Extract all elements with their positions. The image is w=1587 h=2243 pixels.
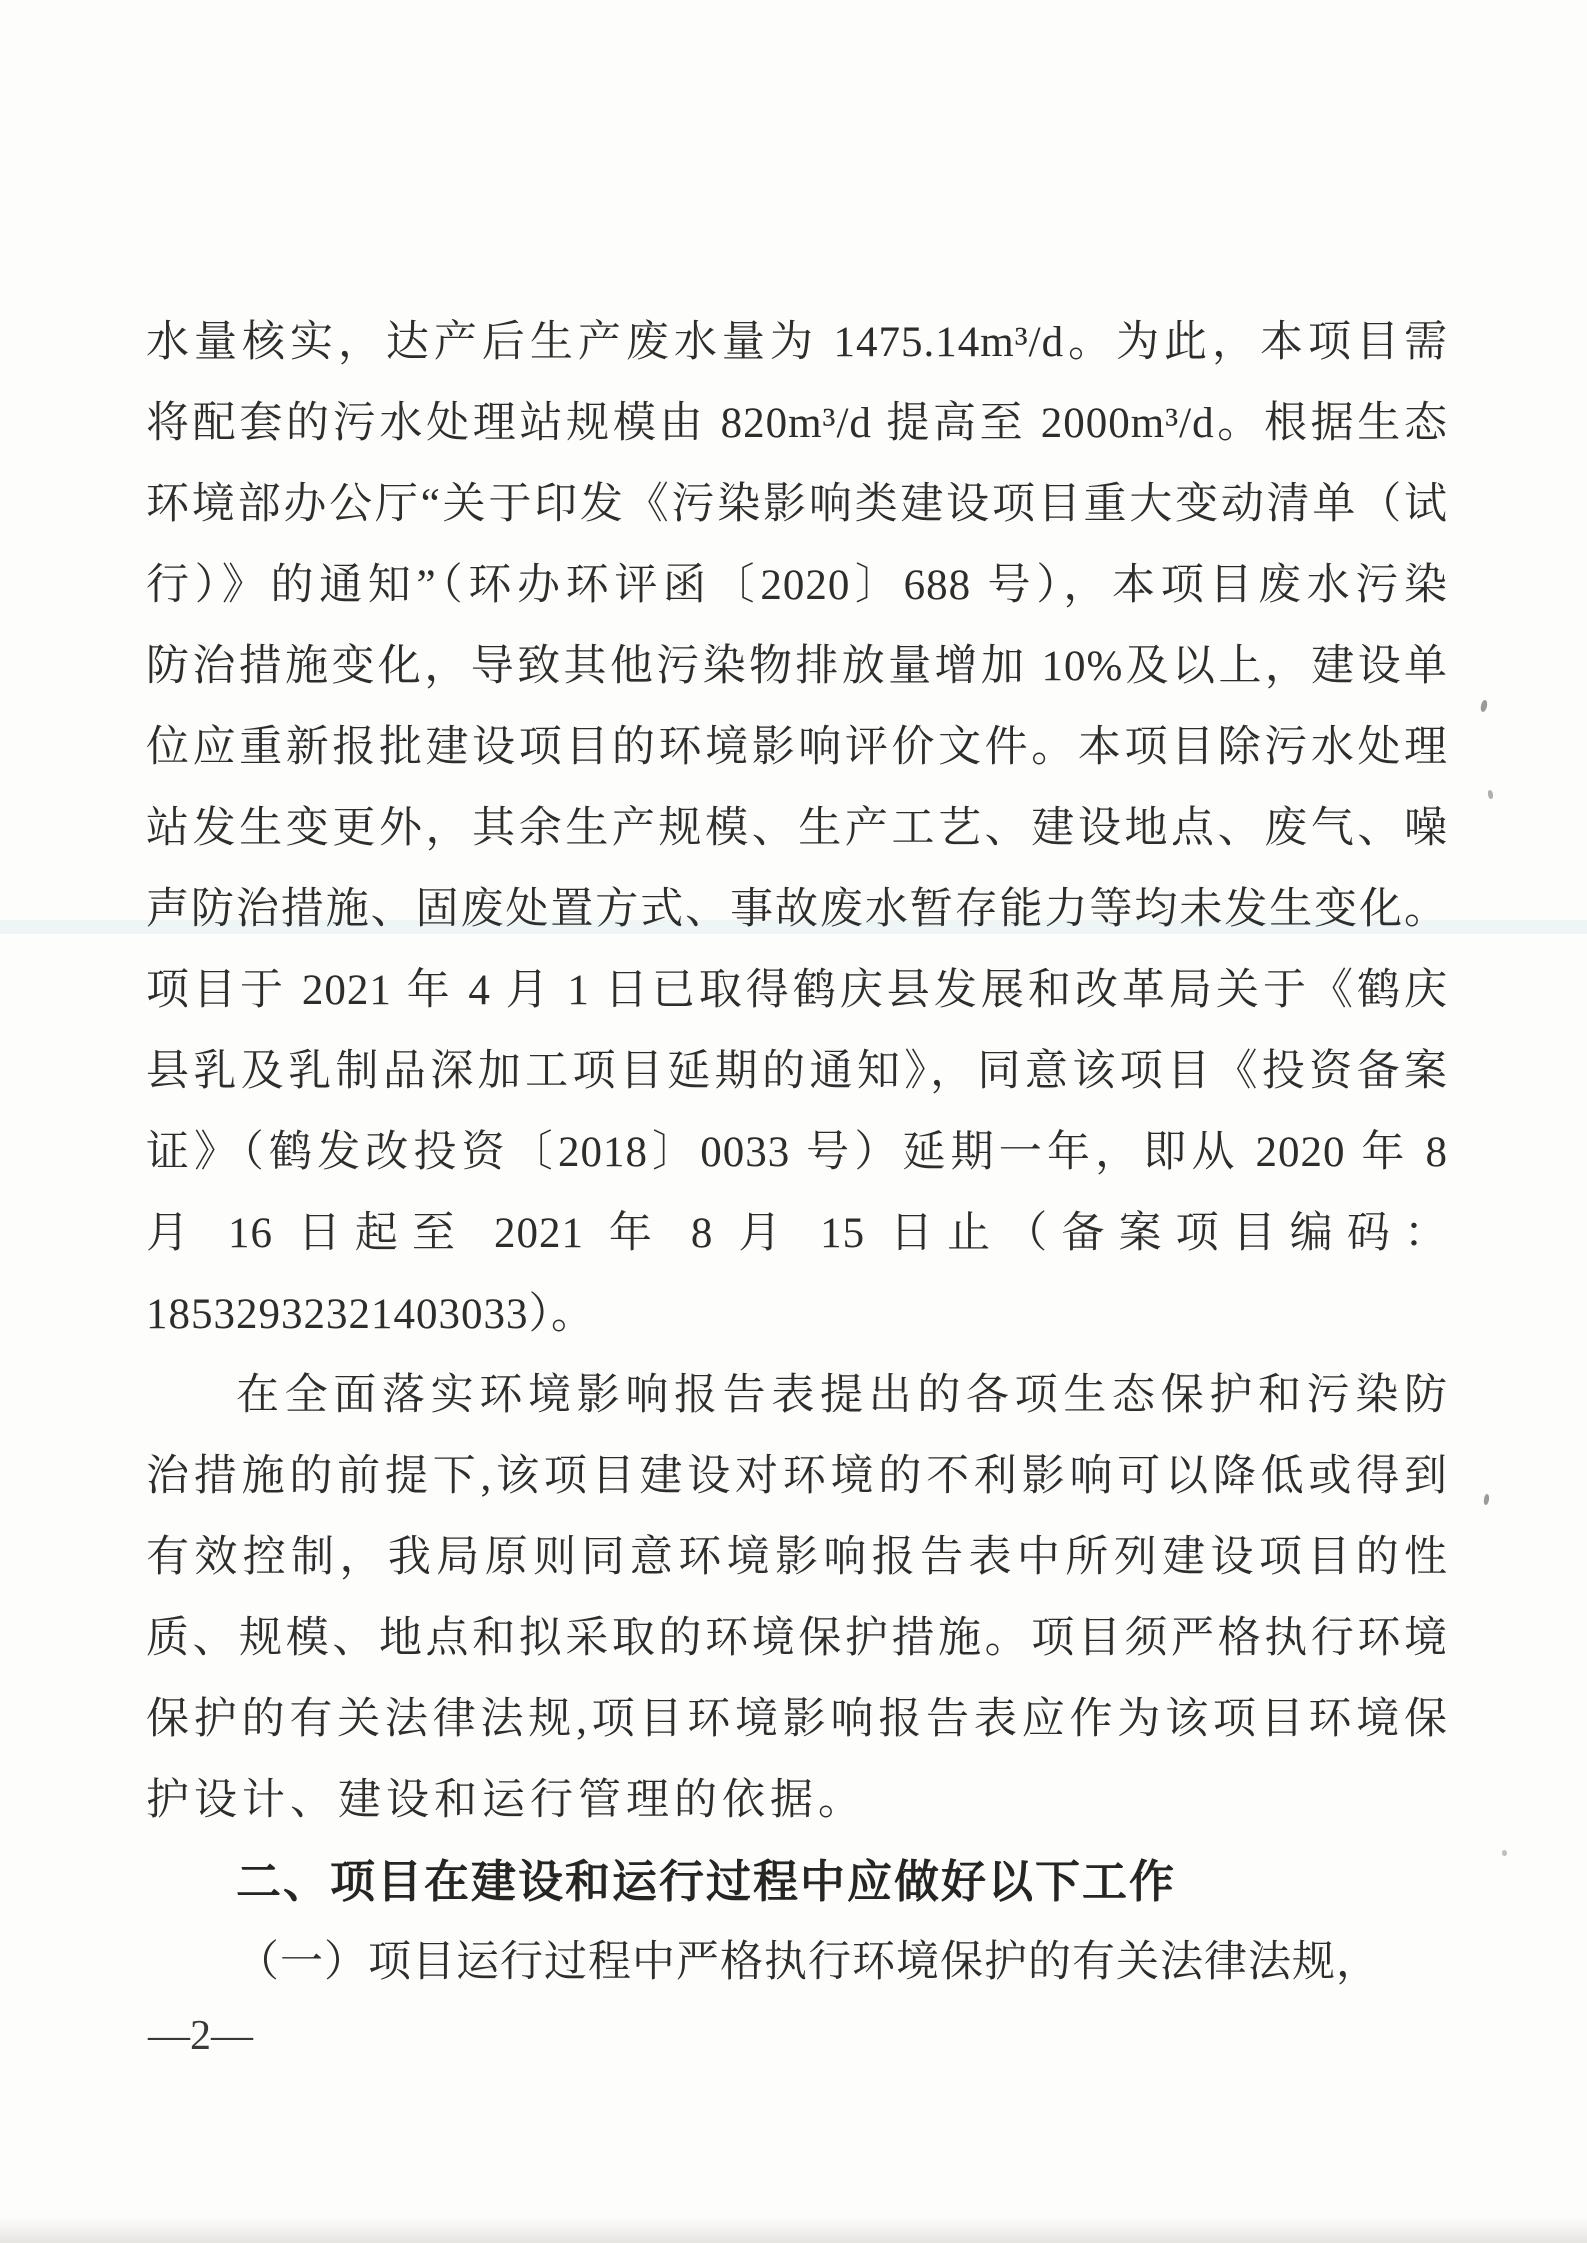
text-line: 行）》的通知”（环办环评函〔2020〕688 号），本项目废水污染: [146, 562, 1448, 609]
text-line: 18532932321403033）。: [146, 1291, 595, 1338]
scan-speck: [1502, 1850, 1507, 1856]
text-line: （一）项目运行过程中严格执行环境保护的有关法律法规，: [236, 1939, 1380, 1986]
text-line: 有效控制，我局原则同意环境影响报告表中所列建设项目的性: [146, 1534, 1448, 1581]
text-line: 治措施的前提下,该项目建设对环境的不利影响可以降低或得到: [146, 1453, 1448, 1500]
page-number: —2—: [148, 2013, 253, 2059]
text-line: 位应重新报批建设项目的环境影响评价文件。本项目除污水处理: [146, 724, 1448, 771]
text-line: 环境部办公厅“关于印发《污染影响类建设项目重大变动清单（试: [146, 481, 1448, 528]
text-line: 声防治措施、固废处置方式、事故废水暂存能力等均未发生变化。: [146, 886, 1448, 933]
scan-speck: [1487, 790, 1493, 800]
text-line: 站发生变更外，其余生产规模、生产工艺、建设地点、废气、噪: [146, 805, 1448, 852]
scan-speck: [1483, 1494, 1490, 1506]
text-line: 防治措施变化，导致其他污染物排放量增加 10%及以上，建设单: [146, 643, 1448, 690]
text-line: 将配套的污水处理站规模由 820m³/d 提高至 2000m³/d。根据生态: [146, 400, 1448, 447]
document-body: [146, 302, 1448, 2003]
text-line: 月 16 日起至 2021 年 8 月 15 日止（备案项目编码：: [146, 1210, 1448, 1257]
text-line: 证》（鹤发改投资〔2018〕0033 号）延期一年，即从 2020 年 8: [146, 1129, 1448, 1176]
text-line: 保护的有关法律法规,项目环境影响报告表应作为该项目环境保: [146, 1696, 1448, 1743]
scan-artifact-bottom-edge: [0, 2217, 1587, 2243]
text-line: 水量核实，达产后生产废水量为 1475.14m³/d。为此，本项目需: [146, 319, 1448, 366]
section-heading: 二、项目在建设和运行过程中应做好以下工作: [236, 1856, 1177, 1907]
text-line: 护设计、建设和运行管理的依据。: [146, 1777, 866, 1824]
text-line: 质、规模、地点和拟采取的环境保护措施。项目须严格执行环境: [146, 1615, 1448, 1662]
text-line: 在全面落实环境影响报告表提出的各项生态保护和污染防: [236, 1372, 1448, 1419]
scan-speck: [1480, 699, 1489, 712]
text-line: 县乳及乳制品深加工项目延期的通知》，同意该项目《投资备案: [146, 1048, 1448, 1095]
text-line: 项目于 2021 年 4 月 1 日已取得鹤庆县发展和改革局关于《鹤庆: [146, 967, 1448, 1014]
